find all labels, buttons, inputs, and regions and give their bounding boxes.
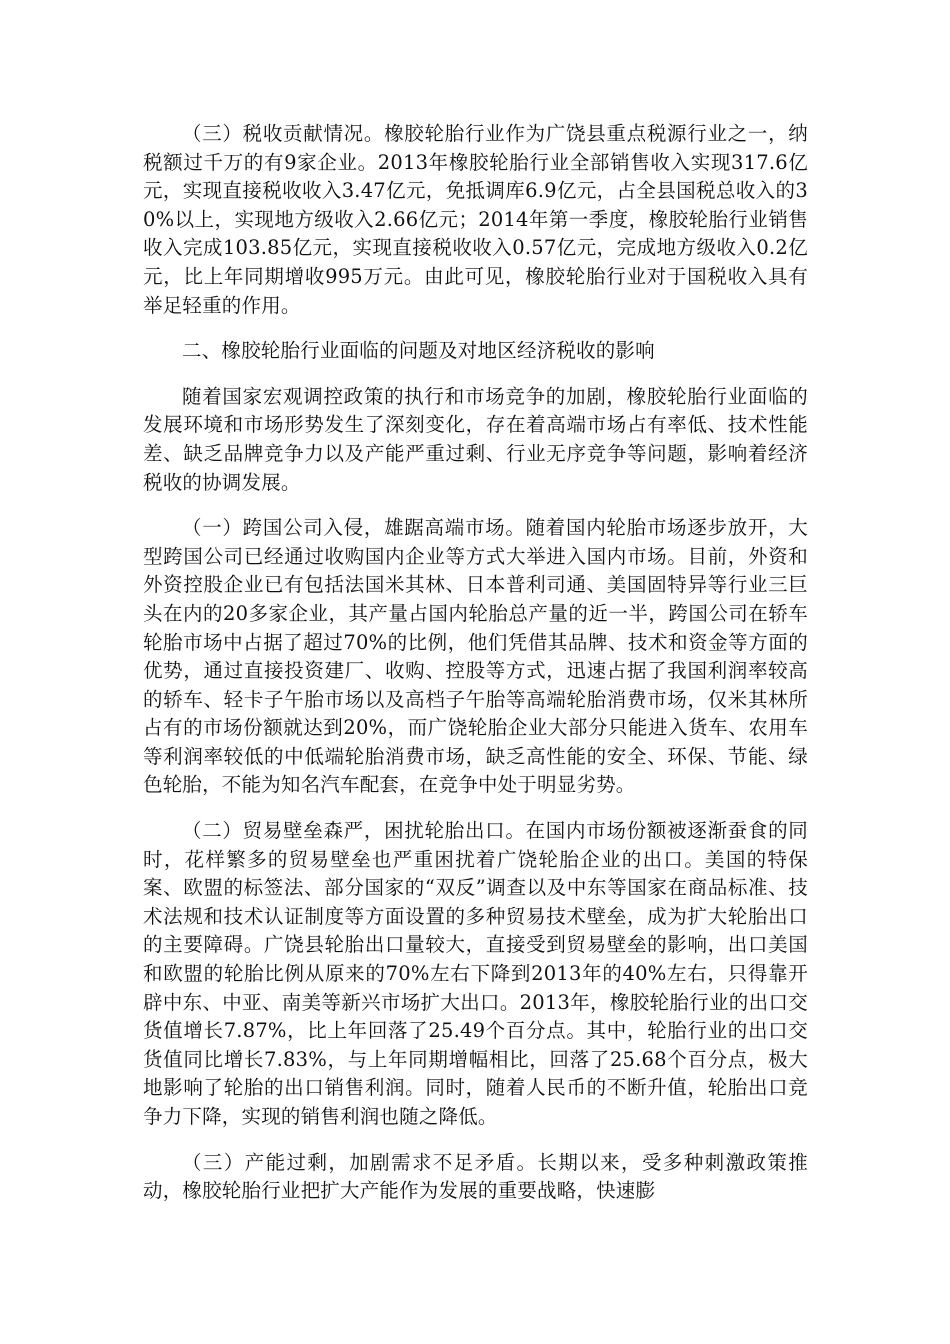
document-body	[143, 120, 808, 1223]
paragraph-section-intro: 随着国家宏观调控政策的执行和市场竞争的加剧，橡胶轮胎行业面临的发展环境和市场形势发生了深刻变化，存在着高端市场占有率低、技术性能差、缺乏品牌竞争力以及产能严重过剩、行业无序竞争等问题，影响着经济税收的协调发展。	[143, 384, 808, 494]
section-heading: 二、橡胶轮胎行业面临的问题及对地区经济税收的影响	[182, 339, 655, 363]
paragraph-multinational-entry: （一）跨国公司入侵，雄踞高端市场。随着国内轮胎市场逐步放开，大型跨国公司已经通过收购国内企业等方式大举进入国内市场。目前，外资和外资控股企业已有包括法国米其林、日本普利司通、美国固特异等行业三巨头在内的20多家企业，其产量占国内轮胎总产量的近一半，跨国公司在轿车轮胎市场中占据了超过70%的比例，他们凭借其品牌、技术和资金等方面的优势，通过直接投资建厂、收购、控股等方式，迅速占据了我国利润率较高的轿车、轻卡子午胎市场以及高档子午胎等高端轮胎消费市场，仅米其林所占有的市场份额就达到20%，而广饶轮胎企业大部分只能进入货车、农用车等利润率较低的中低端轮胎消费市场，缺乏高性能的安全、环保、节能、绿色轮胎，不能为知名汽车配套，在竞争中处于明显劣势。	[143, 516, 808, 797]
paragraph-tax-contribution: （三）税收贡献情况。橡胶轮胎行业作为广饶县重点税源行业之一，纳税额过千万的有9家企业。2013年橡胶轮胎行业全部销售收入实现317.6亿元，实现直接税收收入3.47亿元，免抵调库6.9亿元，占全县国税总收入的30%以上，实现地方级收入2.66亿元；2014年第一季度，橡胶轮胎行业销售收入完成103.85亿元，实现直接税收收入0.57亿元，完成地方级收入0.2亿元，比上年同期增收995万元。由此可见，橡胶轮胎行业对于国税收入具有举足轻重的作用。	[143, 122, 808, 317]
paragraph-overcapacity: （三）产能过剩，加剧需求不足矛盾。长期以来，受多种刺激政策推动，橡胶轮胎行业把扩大产能作为发展的重要战略，快速膨	[143, 1150, 808, 1203]
paragraph-trade-barriers: （二）贸易壁垒森严，困扰轮胎出口。在国内市场份额被逐渐蚕食的同时，花样繁多的贸易壁垒也严重困扰着广饶轮胎企业的出口。美国的特保案、欧盟的标签法、部分国家的“双反”调查以及中东等国家在商品标准、技术法规和技术认证制度等方面设置的多种贸易技术壁垒，成为扩大轮胎出口的主要障碍。广饶县轮胎出口量较大，直接受到贸易壁垒的影响，出口美国和欧盟的轮胎比例从原来的70%左右下降到2013年的40%左右，只得靠开辟中东、中亚、南美等新兴市场扩大出口。2013年，橡胶轮胎行业的出口交货值增长7.87%，比上年回落了25.49个百分点。其中，轮胎行业的出口交货值同比增长7.83%，与上年同期增幅相比，回落了25.68个百分点，极大地影响了轮胎的出口销售利润。同时，随着人民币的不断升值，轮胎出口竞争力下降，实现的销售利润也随之降低。	[143, 819, 808, 1128]
